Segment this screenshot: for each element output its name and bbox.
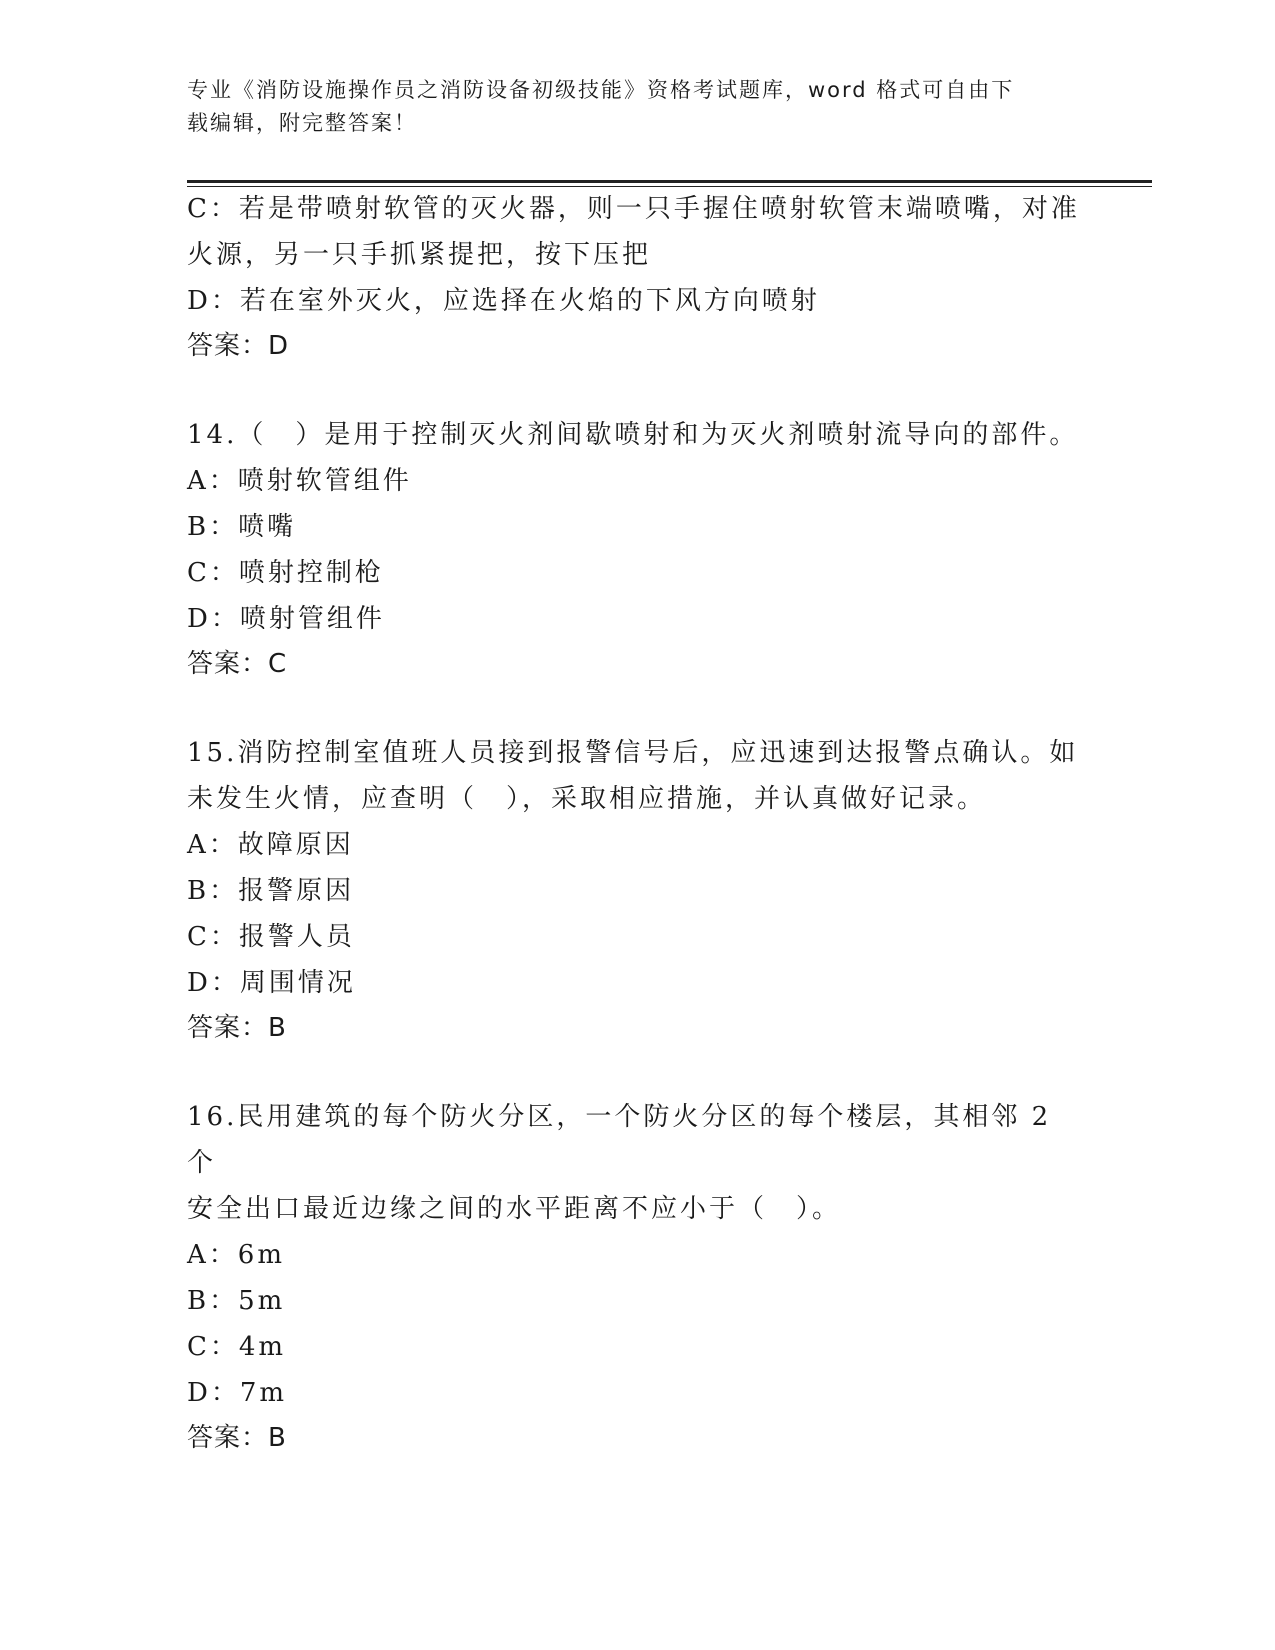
- option-c: C：喷射控制枪: [187, 558, 384, 588]
- question-16: [187, 1094, 1087, 1460]
- option-d: D：7m: [187, 1378, 288, 1408]
- option-b: B：5m: [187, 1286, 286, 1316]
- question-stem: 16.民用建筑的每个防火分区，一个防火分区的每个楼层，其相邻 2 个: [187, 1102, 1063, 1178]
- answer-label: 答案：B: [187, 1423, 287, 1453]
- header-rule-thick: [187, 180, 1152, 183]
- spacer: [187, 368, 1087, 412]
- option-c: C：4m: [187, 1332, 287, 1362]
- continuation-block: [187, 186, 1087, 368]
- question-15: [187, 730, 1087, 1050]
- option-a: A：喷射软管组件: [187, 466, 412, 496]
- option-text: 火源，另一只手抓紧提把，按下压把: [187, 240, 652, 270]
- option-a: A：6m: [187, 1240, 285, 1270]
- question-stem: 14.（ ）是用于控制灭火剂间歇喷射和为灭火剂喷射流导向的部件。: [187, 420, 1079, 450]
- question-content: [187, 186, 1087, 1460]
- answer-label: 答案：C: [187, 649, 288, 679]
- option-a: A：故障原因: [187, 830, 354, 860]
- answer-label: 答案：B: [187, 1013, 287, 1043]
- header-line-1: 专业《消防设施操作员之消防设备初级技能》资格考试题库，word 格式可自由下: [187, 78, 1015, 102]
- spacer: [187, 686, 1087, 730]
- question-stem: 安全出口最近边缘之间的水平距离不应小于（ ）。: [187, 1194, 842, 1224]
- option-text: C：若是带喷射软管的灭火器，则一只手握住喷射软管末端喷嘴，对准: [187, 194, 1080, 224]
- document-header: [187, 74, 1067, 140]
- option-b: B：喷嘴: [187, 512, 297, 542]
- spacer: [187, 1050, 1087, 1094]
- option-text: D：若在室外灭火，应选择在火焰的下风方向喷射: [187, 286, 820, 316]
- header-line-2: 载编辑，附完整答案！: [187, 111, 417, 135]
- option-d: D：喷射管组件: [187, 604, 385, 634]
- question-stem: 15.消防控制室值班人员接到报警信号后，应迅速到达报警点确认。如: [187, 738, 1079, 768]
- option-d: D：周围情况: [187, 968, 356, 998]
- option-b: B：报警原因: [187, 876, 355, 906]
- option-c: C：报警人员: [187, 922, 355, 952]
- question-stem: 未发生火情，应查明（ ），采取相应措施，并认真做好记录。: [187, 784, 987, 814]
- answer-label: 答案：D: [187, 331, 290, 361]
- question-14: [187, 412, 1087, 686]
